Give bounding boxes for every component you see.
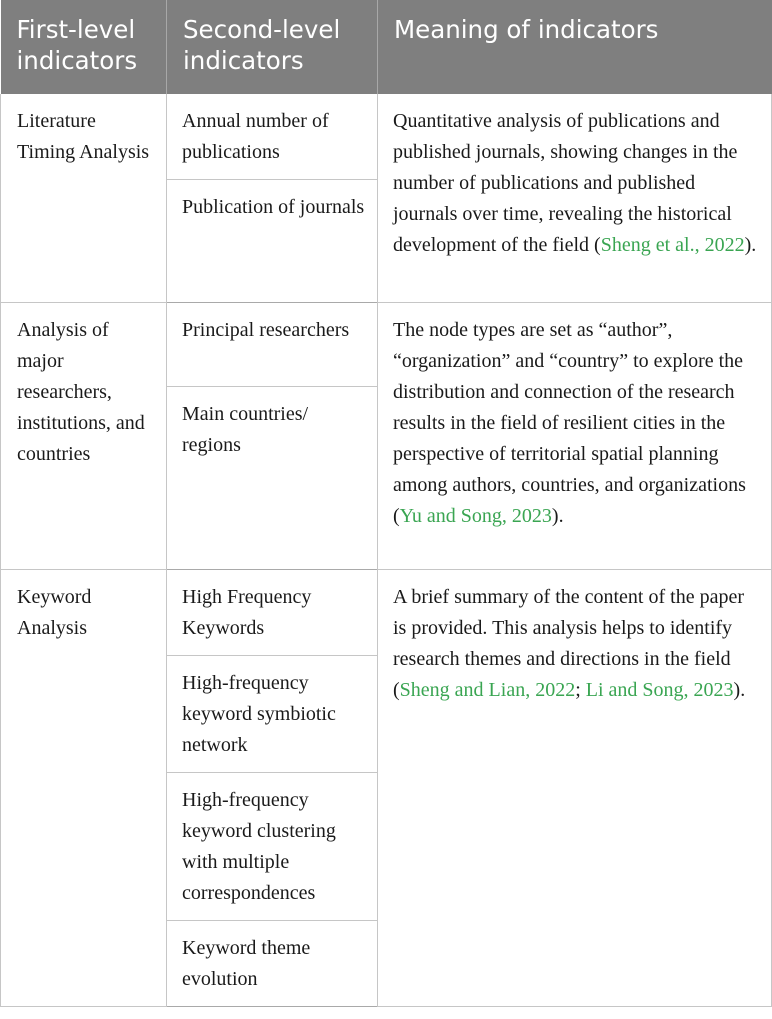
second-level-cell: High-frequency keyword symbiotic network <box>167 656 378 773</box>
second-level-cell: Main countries/ regions <box>167 387 378 570</box>
reference-link[interactable]: Sheng et al., 2022 <box>600 234 745 256</box>
second-level-cell: Publication of journals <box>167 180 378 303</box>
reference-link[interactable]: Yu and Song, 2023 <box>399 505 552 527</box>
table-header-row <box>1 0 772 94</box>
first-level-cell: Keyword Analysis <box>1 570 167 1007</box>
table-row <box>1 303 772 387</box>
meaning-end: ). <box>733 679 746 701</box>
second-level-cell: High-frequency keyword clustering with multiple correspondences <box>167 773 378 921</box>
reference-separator: ; <box>575 679 586 701</box>
second-level-cell: Principal researchers <box>167 303 378 387</box>
header-meaning: Meaning of indicators <box>378 0 772 94</box>
meaning-end: ). <box>744 234 757 256</box>
meaning-text: A brief summary of the content of the paper is provided. This analysis helps to identify research themes and directions in the field ( <box>393 586 744 701</box>
second-level-cell: Keyword theme evolution <box>167 921 378 1007</box>
table-row <box>1 570 772 656</box>
header-second-level: Second-level indicators <box>167 0 378 94</box>
second-level-cell: High Frequency Keywords <box>167 570 378 656</box>
reference-link[interactable]: Li and Song, 2023 <box>585 679 734 701</box>
meaning-cell <box>378 94 772 303</box>
meaning-cell <box>378 570 772 1007</box>
reference-link[interactable]: Sheng and Lian, 2022 <box>399 679 576 701</box>
meaning-cell <box>378 303 772 570</box>
meaning-text: Quantitative analysis of publications and published journals, showing changes in the number of publications and published journals over time, revealing the historical development of the field ( <box>393 110 738 256</box>
second-level-cell: Annual number of publications <box>167 94 378 180</box>
first-level-cell: Literature Timing Analysis <box>1 94 167 303</box>
meaning-end: ). <box>551 505 564 527</box>
first-level-cell: Analysis of major researchers, institutions, and countries <box>1 303 167 570</box>
header-first-level: First-level indicators <box>1 0 167 94</box>
meaning-text: The node types are set as “author”, “organization” and “country” to explore the distribution and connection of the research results in the field of resilient cities in the perspective of territorial spatial planning among authors, countries, and organizations ( <box>393 319 746 527</box>
table-row <box>1 94 772 180</box>
